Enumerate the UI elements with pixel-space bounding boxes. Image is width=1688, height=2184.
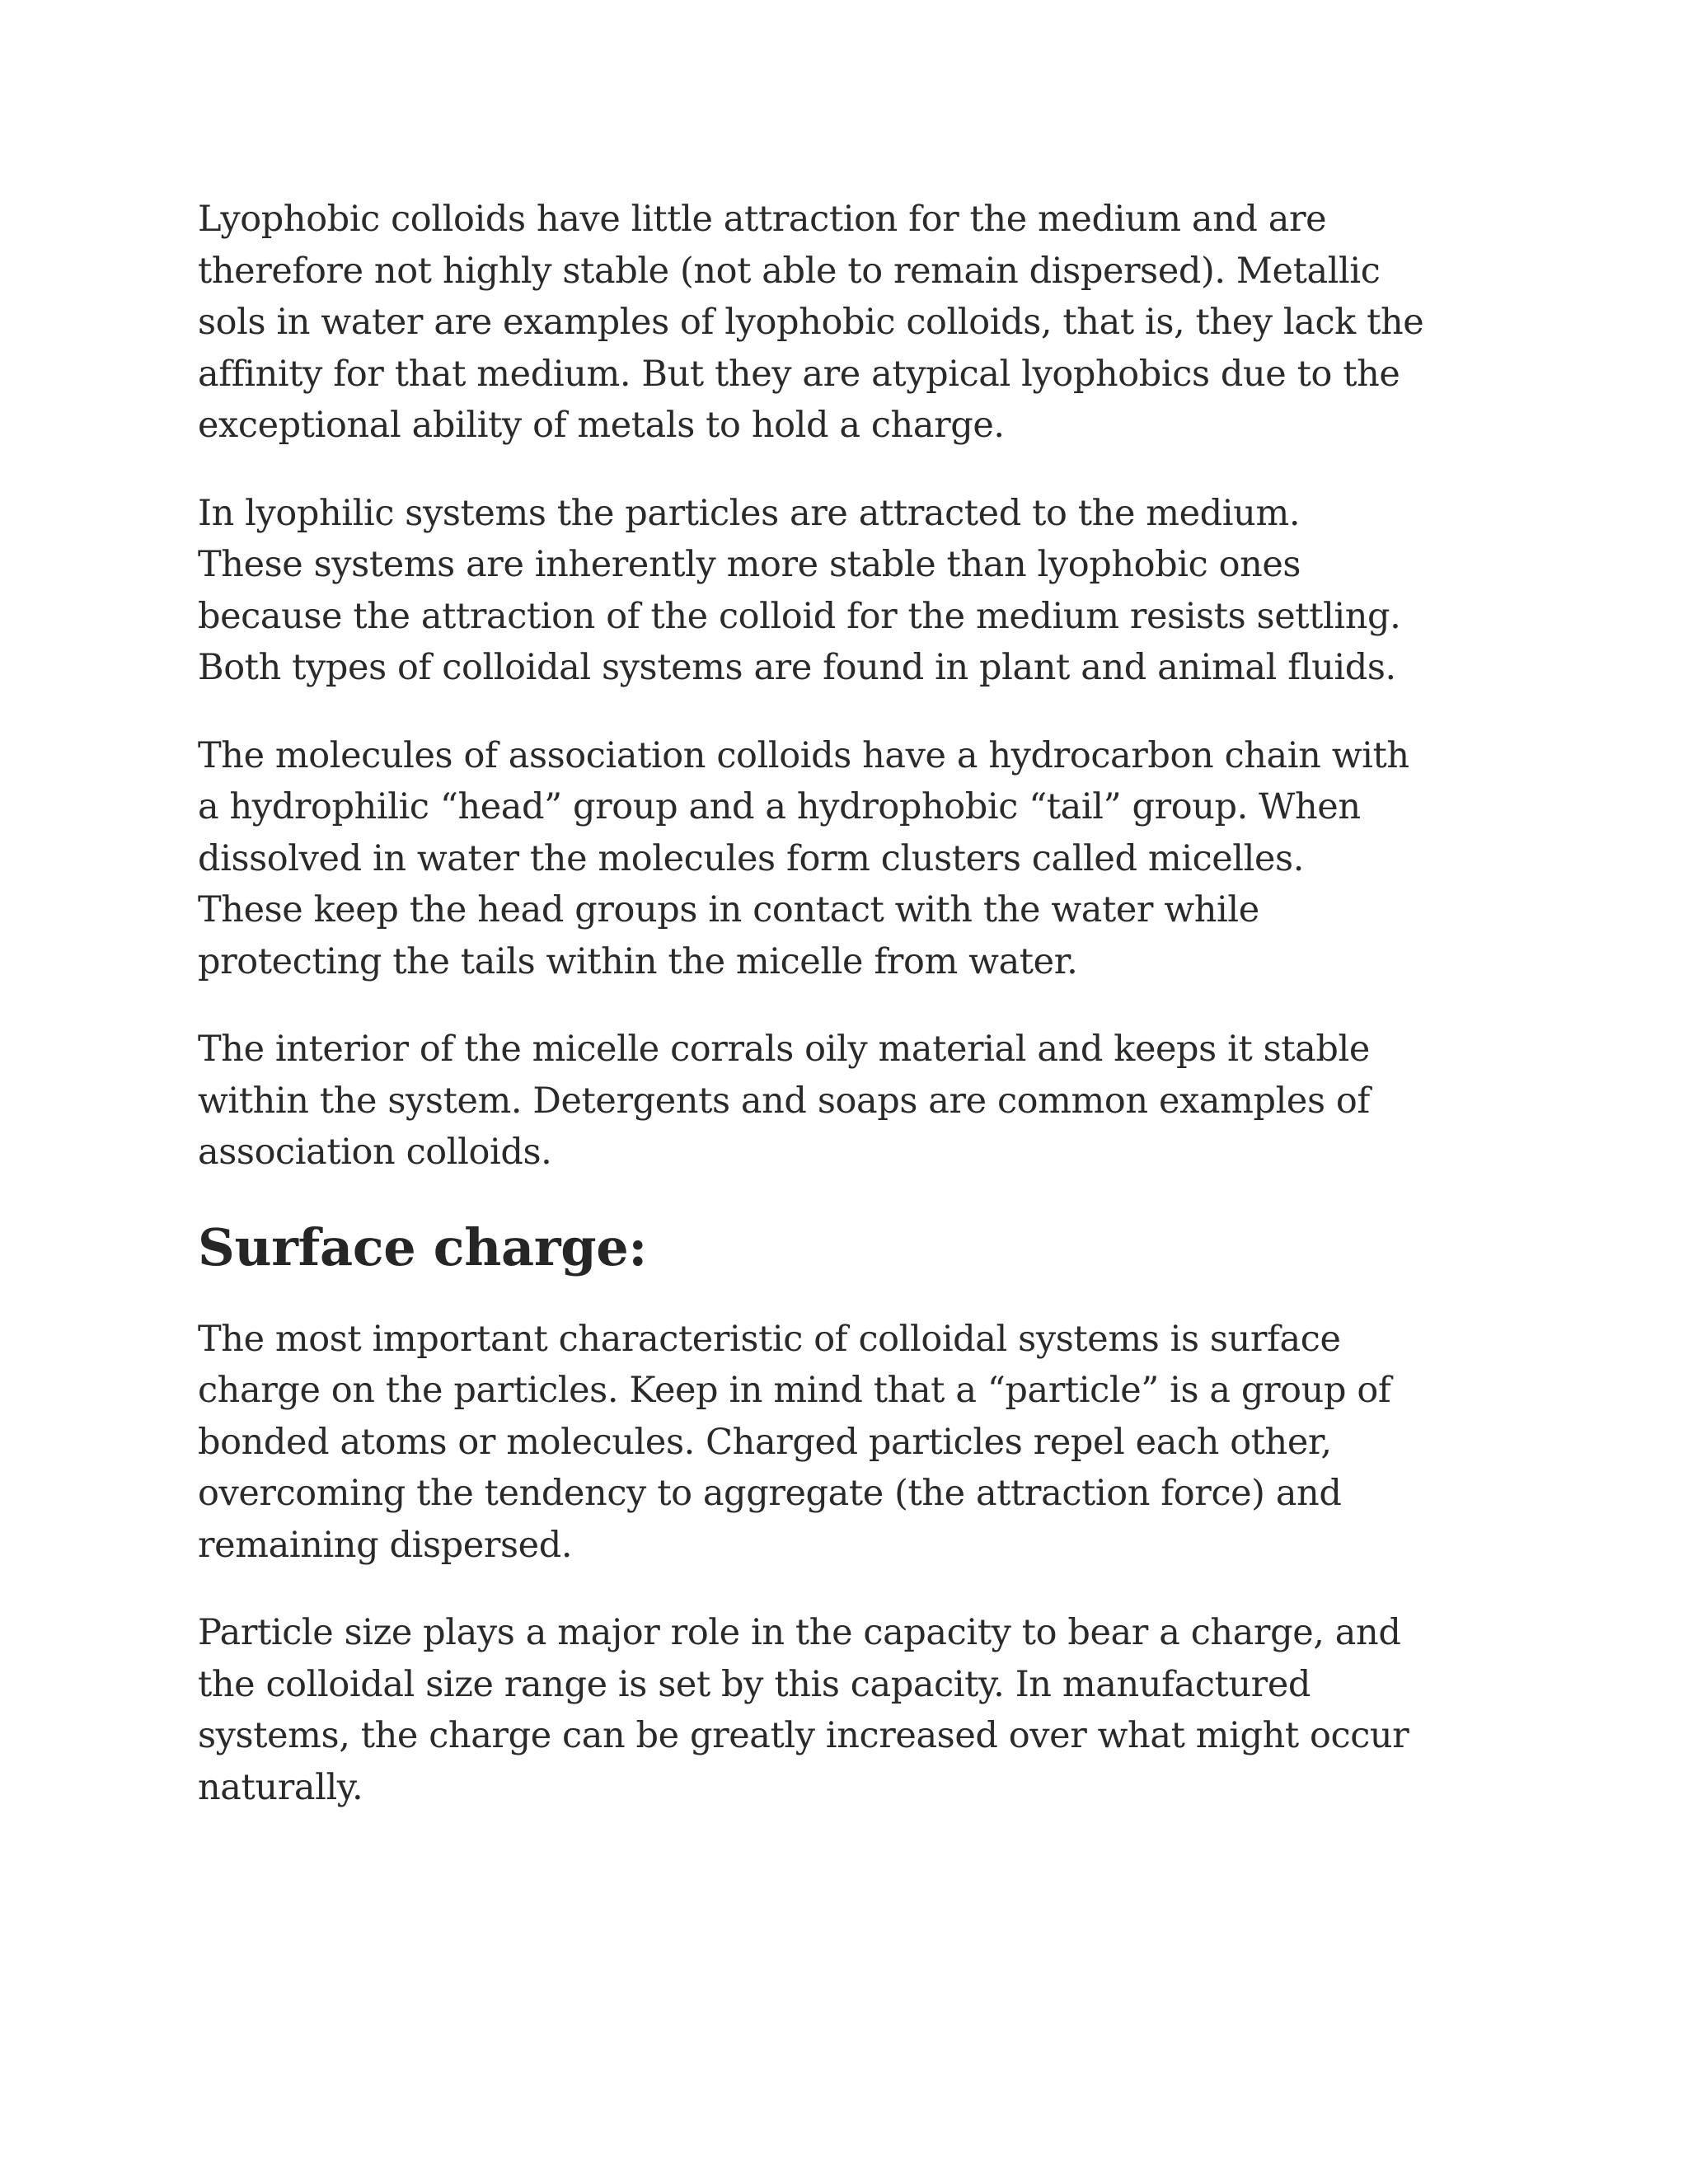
paragraph-lyophobic-colloids: Lyophobic colloids have little attraction for the medium and are therefore not highly stable (not able to remain dispersed). Metallic sols in water are examples of lyophobic colloids, that is, they lack the affinity for that medium. But they are atypical lyophobics due to the exceptional ability of metals to hold a charge.	[198, 199, 1424, 446]
paragraph-micelle-interior: The interior of the micelle corrals oily material and keeps it stable within the system. Detergents and soaps are common examples of association colloids.	[198, 1029, 1370, 1173]
document-body	[198, 194, 1500, 1849]
paragraph-lyophilic-systems: In lyophilic systems the particles are attracted to the medium. These systems are inherently more stable than lyophobic ones because the attraction of the colloid for the medium resists settling. Both types of colloidal systems are found in plant and animal fluids.	[198, 492, 1401, 688]
section-heading-surface-charge: Surface charge:	[198, 1216, 647, 1277]
paragraph-surface-charge: The most important characteristic of colloidal systems is surface charge on the particles. Keep in mind that a “particle” is a group of bonded atoms or molecules. Charged particles repel each other, overcoming the tendency to aggregate (the attraction force) and remaining dispersed.	[198, 1318, 1391, 1566]
paragraph-association-colloids: The molecules of association colloids have a hydrocarbon chain with a hydrophilic “head” group and a hydrophobic “tail” group. When dissolved in water the molecules form clusters called micelles. These keep the head groups in contact with the water while protecting the tails within the micelle from water.	[198, 734, 1409, 982]
paragraph-particle-size: Particle size plays a major role in the capacity to bear a charge, and the colloidal size range is set by this capacity. In manufactured systems, the charge can be greatly increased over what might occur naturally.	[198, 1612, 1409, 1808]
